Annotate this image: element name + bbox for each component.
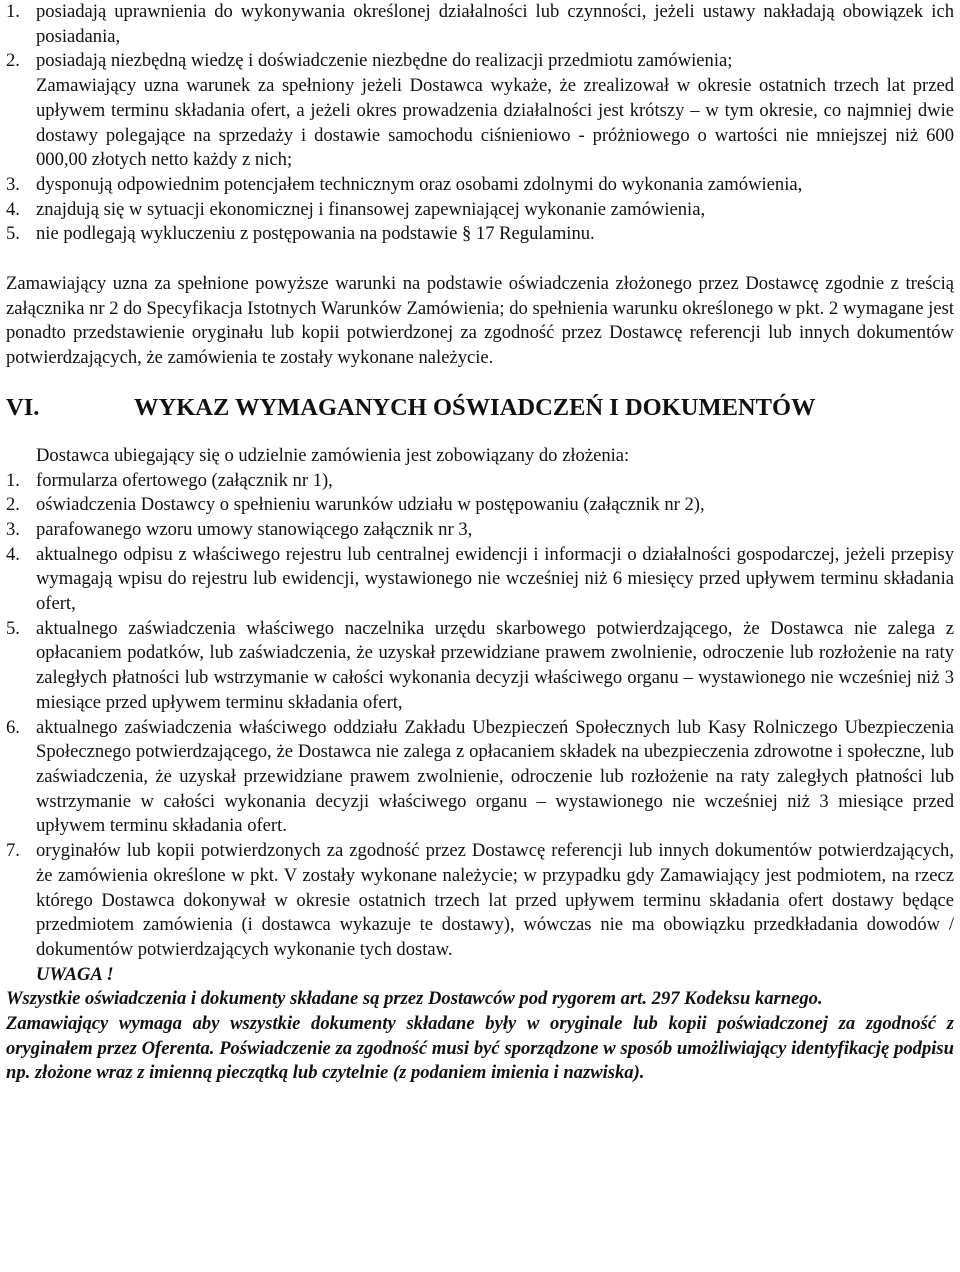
list-item [6, 173, 954, 198]
list-item-text: oryginałów lub kopii potwierdzonych za zgodność przez Dostawcę referencji lub innych dokumentów potwierdzających, że zamówienia określone w pkt. V zostały wykonane należycie; w przypadku gdy Zamawiający jest podmiotem, na rzecz którego Dostawca dokonywał w okresie ostatnich trzech lat przed upływem terminu składania ofert dostawy będące przedmiotem zamówienia (i dostawca wykazuje te dostawy), wówczas nie ma obowiązku przedkładania dowodów / dokumentów potwierdzających wykonanie tych dostaw. [36, 840, 954, 960]
list-item-body [36, 49, 954, 173]
list-item [6, 0, 954, 49]
uwaga-label: UWAGA ! [36, 963, 114, 985]
list-item [6, 716, 954, 840]
list-item-number: 7. [6, 840, 20, 862]
obligation-intro: Dostawca ubiegający się o udzielnie zamówienia jest zobowiązany do złożenia: [36, 444, 630, 466]
list-item-text: posiadają uprawnienia do wykonywania określonej działalności lub czynności, jeżeli ustawy nakładają obowiązek ich posiadania, [36, 1, 954, 47]
list-item [6, 543, 954, 617]
list-item [6, 839, 954, 963]
section-title: WYKAZ WYMAGANYCH OŚWIADCZEŃ I DOKUMENTÓW [134, 393, 816, 421]
list-item [6, 198, 954, 223]
list-item [6, 49, 954, 173]
list-item-text: nie podlegają wykluczeniu z postępowania na podstawie § 17 Regulaminu. [36, 223, 595, 245]
list-item-number: 3. [6, 173, 20, 195]
list-item-text: aktualnego zaświadczenia właściwego naczelnika urzędu skarbowego potwierdzającego, że Dostawca nie zalega z opłacaniem podatków, lub zaświadczenia, że uzyskał przewidziane prawem zwolnienie, odroczenie lub rozłożenie na raty zaległych płatności lub wstrzymanie w całości wykonania decyzji właściwego organu – wystawionego nie wcześniej niż 3 miesiące przed upływem terminu składania ofert, [36, 617, 954, 713]
list-item-text: formularza ofertowego (załącznik nr 1), [36, 469, 333, 491]
documents-list [6, 469, 954, 963]
list-item [6, 469, 954, 494]
list-item-number: 5. [6, 617, 20, 639]
list-item-text: dysponują odpowiednim potencjałem technicznym oraz osobami zdolnymi do wykonania zamówienia, [36, 173, 803, 195]
list-item-subtext: Zamawiający uzna warunek za spełniony jeżeli Dostawca wykaże, że zrealizował w okresie ostatnich trzech lat przed upływem terminu składania ofert, a jeżeli okres prowadzenia działalności jest krótszy – w tym okresie, co najmniej dwie dostawy polegające na sprzedaży i dostawie samochodu ciśnieniowo - próżniowego o wartości nie mniejszej niż 600 000,00 złotych netto każdy z nich; [36, 75, 954, 171]
uwaga-note-certification: Zamawiający wymaga aby wszystkie dokumenty składane były w oryginale lub kopii poświadczonej za zgodność z oryginałem przez Oferenta. Poświadczenie za zgodność musi być sporządzone w sposób umożliwiający identyfikację podpisu np. złożone wraz z imienną pieczątką lub czytelnie (z podaniem imienia i nazwiska). [6, 1013, 954, 1084]
list-item-text: posiadają niezbędną wiedzę i doświadczenie niezbędne do realizacji przedmiotu zamówienia; [36, 50, 733, 72]
list-item-number: 6. [6, 716, 20, 738]
conditions-paragraph: Zamawiający uzna za spełnione powyższe warunki na podstawie oświadczenia złożonego przez Dostawcę zgodnie z treścią załącznika nr 2 do Specyfikacja Istotnych Warunków Zamówienia; do spełnienia warunku określonego w pkt. 2 wymagane jest ponadto przedstawienie oryginału lub kopii potwierdzonej za zgodność przez Dostawcę referencji lub innych dokumentów potwierdzających, że zamówienia te zostały wykonane należycie. [6, 273, 954, 369]
list-item-number: 4. [6, 543, 20, 565]
list-item-text: oświadczenia Dostawcy o spełnieniu warunków udziału w postępowaniu (załącznik nr 2), [36, 494, 705, 516]
list-item-number: 2. [6, 50, 20, 72]
list-item-number: 1. [6, 1, 20, 22]
list-item-text: aktualnego zaświadczenia właściwego oddziału Zakładu Ubezpieczeń Społecznych lub Kasy Rolniczego Ubezpieczenia Społecznego potwierdzającego, że Dostawca nie zalega z opłacaniem składek na ubezpieczenia zdrowotne i społeczne, lub zaświadczenia, że uzyskał przewidziane prawem zwolnienie, odroczenie lub rozłożenie na raty zaległych płatności lub wstrzymanie w całości wykonania decyzji właściwego organu – wystawionego nie wcześniej niż 3 miesiące przed upływem terminu składania ofert. [36, 716, 954, 837]
list-item-text: parafowanego wzoru umowy stanowiącego załącznik nr 3, [36, 518, 473, 540]
section-heading [6, 393, 954, 423]
list-item [6, 493, 954, 518]
list-item-number: 4. [6, 198, 20, 220]
list-item-text: znajdują się w sytuacji ekonomicznej i finansowej zapewniającej wykonanie zamówienia, [36, 198, 706, 220]
list-item [6, 617, 954, 716]
document-page [6, 0, 954, 1086]
list-item-number: 2. [6, 494, 20, 516]
list-item-number: 1. [6, 469, 20, 491]
list-item [6, 518, 954, 543]
uwaga-note-legal: Wszystkie oświadczenia i dokumenty składane są przez Dostawców pod rygorem art. 297 Kodeksu karnego. [6, 988, 823, 1010]
section-number: VI. [6, 393, 40, 421]
list-item-number: 3. [6, 518, 20, 540]
conditions-list [6, 0, 954, 247]
list-item [6, 222, 954, 247]
list-item-number: 5. [6, 223, 20, 245]
list-item-text: aktualnego odpisu z właściwego rejestru lub centralnej ewidencji i informacji o działalności gospodarczej, jeżeli przepisy wymagają wpisu do rejestru lub ewidencji, wystawionego nie wcześniej niż 6 miesięcy przed upływem terminu składania ofert, [36, 543, 954, 615]
